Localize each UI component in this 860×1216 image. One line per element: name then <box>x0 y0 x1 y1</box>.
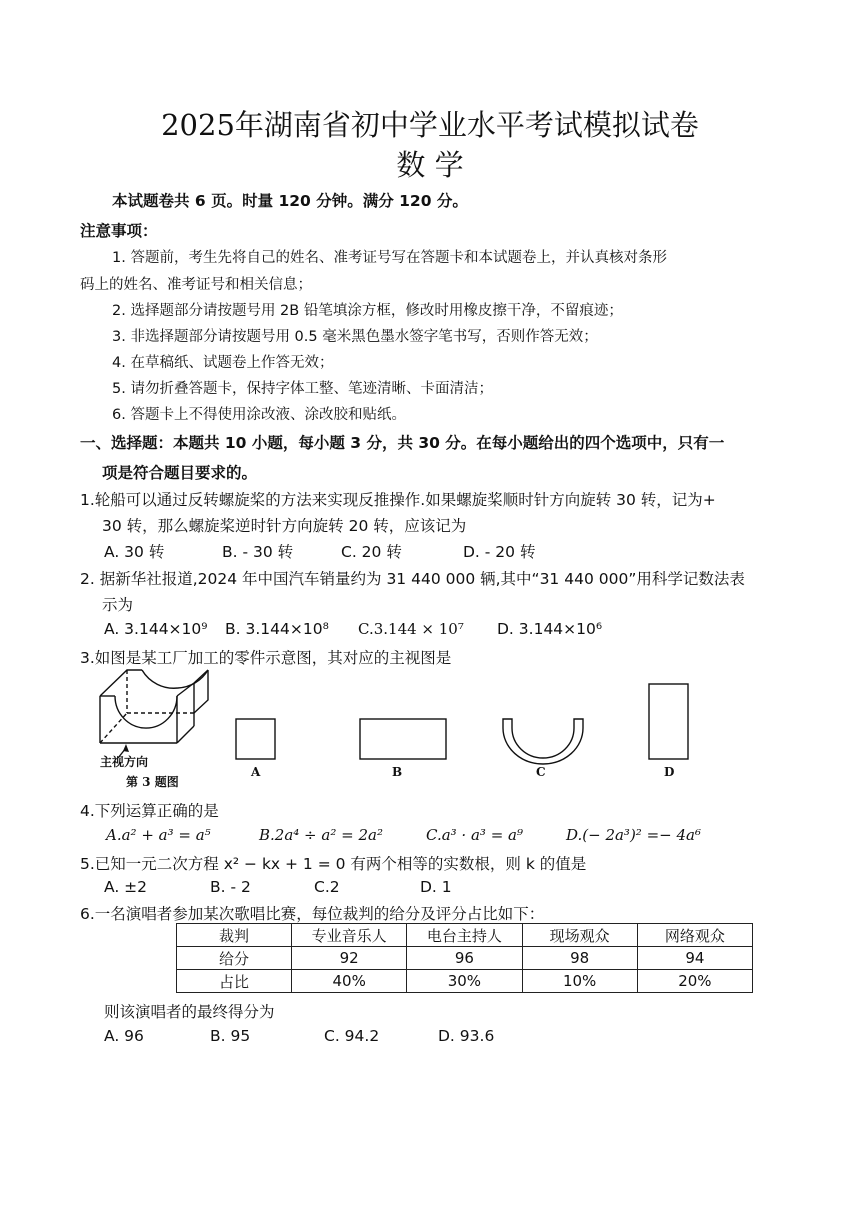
table-cell: 电台主持人 <box>407 924 522 947</box>
question-2-text-cont: 示为 <box>102 596 134 614</box>
q4-option-d: D.(− 2a³)² =− 4a⁶ <box>566 826 701 844</box>
question-3-figure <box>98 668 698 796</box>
notice-item: 3. 非选择题部分请按题号用 0.5 毫米黑色墨水签字笔书写，否则作答无效； <box>112 329 598 345</box>
q2-option-d: D. 3.144×10⁶ <box>497 620 603 638</box>
notice-item: 4. 在草稿纸、试题卷上作答无效； <box>112 355 334 371</box>
table-row <box>177 947 753 970</box>
table-cell: 98 <box>522 947 637 970</box>
q5-option-b: B. - 2 <box>210 878 251 896</box>
notice-item: 2. 选择题部分请按题号用 2B 铅笔填涂方框，修改时用橡皮擦干净，不留痕迹； <box>112 303 623 319</box>
option-b-rectangle <box>360 719 446 759</box>
option-a-label: A <box>251 765 261 779</box>
table-cell: 40% <box>292 970 407 993</box>
table-cell: 20% <box>637 970 752 993</box>
q6-option-a: A. 96 <box>104 1027 144 1045</box>
q1-option-d: D. - 20 转 <box>463 543 536 561</box>
table-cell: 裁判 <box>177 924 292 947</box>
notice-item: 码上的姓名、准考证号和相关信息； <box>80 277 312 293</box>
q1-option-c: C. 20 转 <box>341 543 402 561</box>
q5-option-c: C.2 <box>314 878 340 896</box>
figure-direction-label: 主视方向 <box>100 755 149 769</box>
q1-option-b: B. - 30 转 <box>222 543 294 561</box>
table-cell: 30% <box>407 970 522 993</box>
table-header-row <box>177 924 753 947</box>
notice-item: 1. 答题前，考生先将自己的姓名、准考证号写在答题卡和本试题卷上，并认真核对条形 <box>112 250 667 266</box>
q4-option-a: A.a² + a³ = a⁵ <box>106 826 211 844</box>
table-cell: 专业音乐人 <box>292 924 407 947</box>
table-cell: 94 <box>637 947 752 970</box>
table-cell: 92 <box>292 947 407 970</box>
table-cell: 10% <box>522 970 637 993</box>
option-c-u-shape <box>503 719 583 764</box>
subject-title: 数 学 <box>396 148 464 182</box>
q2-option-c: C.3.144 × 10⁷ <box>358 620 464 638</box>
question-4-text: 4.下列运算正确的是 <box>80 802 219 820</box>
exam-info: 本试题卷共 6 页。时量 120 分钟。满分 120 分。 <box>112 192 468 210</box>
question-1-text-cont: 30 转，那么螺旋桨逆时针方向旋转 20 转，应该记为 <box>102 517 467 535</box>
table-cell: 给分 <box>177 947 292 970</box>
q6-option-d: D. 93.6 <box>438 1027 495 1045</box>
score-table <box>176 923 753 993</box>
notice-item: 6. 答题卡上不得使用涂改液、涂改胶和贴纸。 <box>112 407 406 423</box>
q6-option-b: B. 95 <box>210 1027 251 1045</box>
table-cell: 96 <box>407 947 522 970</box>
q6-option-c: C. 94.2 <box>324 1027 380 1045</box>
q5-option-a: A. ±2 <box>104 878 148 896</box>
q2-option-b: B. 3.144×10⁸ <box>225 620 329 638</box>
table-cell: 网络观众 <box>637 924 752 947</box>
q4-option-c: C.a³ · a³ = a⁹ <box>426 826 523 844</box>
notice-heading: 注意事项： <box>80 222 158 240</box>
question-6-text-cont: 则该演唱者的最终得分为 <box>104 1003 275 1021</box>
question-3-text: 3.如图是某工厂加工的零件示意图，其对应的主视图是 <box>80 649 452 667</box>
figure-caption: 第 3 题图 <box>126 775 179 789</box>
exam-title: 2025年湖南省初中学业水平考试模拟试卷 <box>161 108 699 142</box>
option-d-label: D <box>664 765 675 779</box>
question-6-text: 6.一名演唱者参加某次歌唱比赛，每位裁判的给分及评分占比如下： <box>80 905 545 923</box>
option-c-label: C <box>536 765 546 779</box>
q1-option-a: A. 30 转 <box>104 543 165 561</box>
option-a-square <box>236 719 275 759</box>
notice-item: 5. 请勿折叠答题卡，保持字体工整、笔迹清晰、卡面清洁； <box>112 381 493 397</box>
option-b-label: B <box>392 765 403 779</box>
table-row <box>177 970 753 993</box>
table-cell: 占比 <box>177 970 292 993</box>
part-3d-drawing <box>100 670 208 758</box>
question-5-text: 5.已知一元二次方程 x² − kx + 1 = 0 有两个相等的实数根，则 k 的值是 <box>80 855 587 873</box>
section-heading: 一、选择题：本题共 10 小题，每小题 3 分，共 30 分。在每小题给出的四个选项中，只有一 <box>80 434 725 452</box>
q5-option-d: D. 1 <box>420 878 452 896</box>
table-cell: 现场观众 <box>522 924 637 947</box>
option-d-tall-rectangle <box>649 684 688 759</box>
q2-option-a: A. 3.144×10⁹ <box>104 620 208 638</box>
question-2-text: 2. 据新华社报道,2024 年中国汽车销量约为 31 440 000 辆,其中“31 440 000”用科学记数法表 <box>80 570 745 588</box>
q4-option-b: B.2a⁴ ÷ a² = 2a² <box>259 826 383 844</box>
question-1-text: 1.轮船可以通过反转螺旋桨的方法来实现反推操作.如果螺旋桨顺时针方向旋转 30 转，记为+ <box>80 491 716 509</box>
section-heading-cont: 项是符合题目要求的。 <box>102 464 258 482</box>
